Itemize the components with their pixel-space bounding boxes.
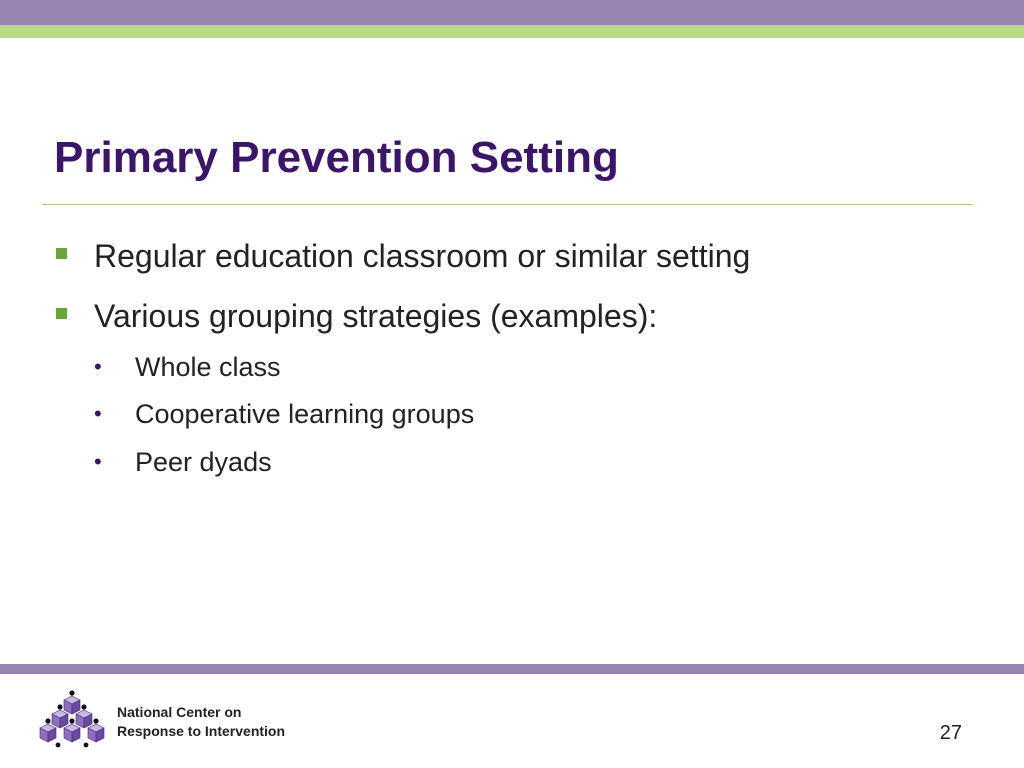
top-green-band <box>0 25 1024 38</box>
page-number: 27 <box>939 722 962 744</box>
sub-bullet-text: Whole class <box>135 352 281 382</box>
square-bullet-icon <box>56 248 67 259</box>
bottom-purple-band <box>0 664 1024 674</box>
org-name-line1: National Center on <box>117 704 242 720</box>
slide-title: Primary Prevention Setting <box>54 133 619 182</box>
round-bullet-icon: • <box>94 354 102 379</box>
organization-name <box>117 703 285 741</box>
bullet-text: Various grouping strategies (examples): <box>94 298 658 334</box>
bullet-text: Regular education classroom or similar setting <box>94 238 751 274</box>
square-bullet-icon <box>56 308 67 319</box>
title-divider <box>42 204 973 205</box>
top-purple-band <box>0 0 1024 25</box>
round-bullet-icon: • <box>94 401 102 426</box>
sub-bullet-text: Peer dyads <box>135 447 272 477</box>
sub-bullet-text: Cooperative learning groups <box>135 399 475 429</box>
round-bullet-icon: • <box>94 449 102 474</box>
stacked-cubes-logo-icon <box>38 690 106 754</box>
org-name-line2: Response to Intervention <box>117 723 286 739</box>
